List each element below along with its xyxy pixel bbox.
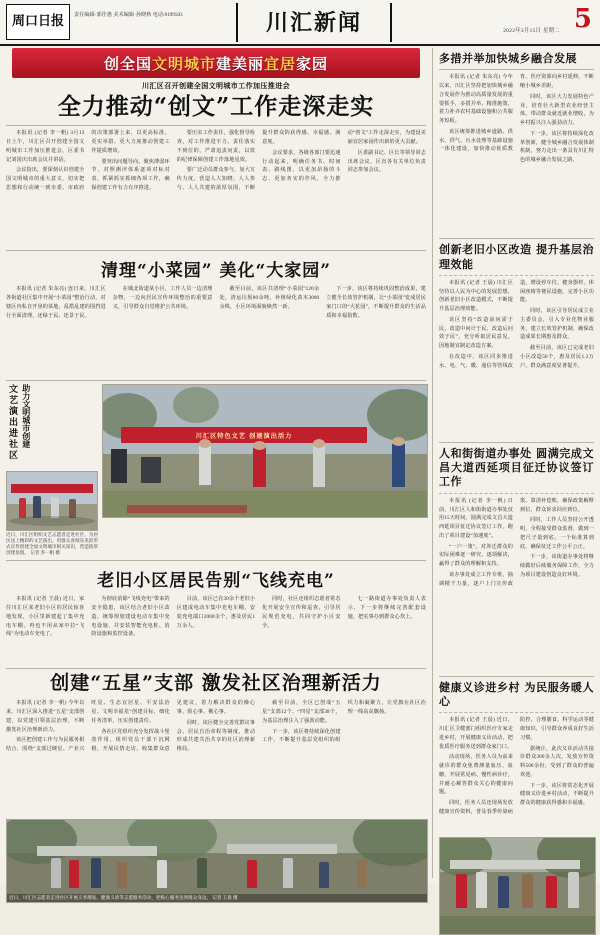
divider <box>439 69 594 70</box>
banner-part-1: 创全国 <box>103 54 152 73</box>
paragraph: 截至目前，该区共清理“小菜园”120余处，清运垃圾80余吨，补植绿化苗木3000余株，小区环境面貌焕然一新。 <box>219 286 320 310</box>
story2-headline: 清理“小菜园” 美化“大家园” <box>100 261 332 282</box>
photo-bottom-caption: 近日，川汇区志愿者走进社区开展义务理发、健康义诊等志愿服务活动，把贴心服务送到群众身边。 记者 王晨 摄 <box>7 894 427 902</box>
paragraph: 该区统筹推进城乡道路、供水、供气、污水处理等基础设施一体化建设，加快推动优质教育、医疗资源向乡村延伸，不断缩小城乡差距。 <box>439 74 594 153</box>
divider <box>439 676 594 677</box>
imprint-line: 责任编辑·郭佳惠 美术编辑·孙晓秋 电话:8199503 <box>74 12 183 18</box>
photo-feature-caption: 近日，川汇区组织文艺志愿者走进社区，为居民送上精彩的文艺演出，用群众喜闻乐见的形式宣传创建全国文明城市相关知识，营造浓厚创建氛围。 记者 李一帆 摄 <box>6 532 98 556</box>
paragraph: 本报讯 (记者 王晨) 川汇区坚持以人民为中心的发展思想，创新老旧小区改造模式，不断提升基层治理效能。 <box>439 279 513 313</box>
divider <box>439 493 594 494</box>
photo-feature-subtitle: 助力文明城市创建 <box>21 384 32 449</box>
paragraph: 本报讯 (记者 朱东亮) 连日来，川汇区各街道社区集中开展“小菜园”整治行动，对辖区内私自开垦的菜地、乱搭乱建的围挡进行全面清理，还绿于民、还景于民。 <box>6 286 106 319</box>
story2-body <box>6 285 426 377</box>
paragraph: 本报讯 (记者 王晨) 近日，家住川汇区某老旧小区的居民惊喜地发现，小区里新建起了集中充电车棚，再也不用从家中拉“飞线”为电动车充电了。 <box>6 596 85 638</box>
divider <box>6 125 426 126</box>
paragraph: 本报讯 (记者 朱东亮) 今年以来，川汇区坚持把加快城乡融合发展作为推动高质量发展的重要抓手，多措并举、精准施策，着力补齐农村基础设施和公共服务短板。 <box>439 74 513 125</box>
banner-part-2: 文明城市 <box>151 54 216 73</box>
story4-headline: 创建“五星”支部 激发社区治理新活力 <box>50 672 382 695</box>
paragraph: 同时，该区大力发展特色产业，培育壮大新型农业经营主体，带动群众就近就业增收，为乡村振兴注入强劲动力。 <box>520 93 594 127</box>
main-column <box>6 48 426 901</box>
paragraph: 为彻底消除“飞线充电”带来的安全隐患，该区结合老旧小区改造，统筹规划建设电动车集中充电设施，并安装智能充电桩、消防设施和监控设备。 <box>91 596 170 638</box>
story4-body <box>6 699 426 815</box>
paragraph: 要突出问题导向，聚焦薄弱环节，对照测评体系逐项对标对表，抓紧抓实抓细各项工作，确保创建工作有力有序推进。 <box>91 158 170 191</box>
paragraph: 同时，该区健全完善党群议事会、居民自治章程等制度，推动形成共建共治共享的社区治理新格局。 <box>176 719 256 753</box>
paragraph: 下一步，该区将常态化开展健康义诊进乡村活动，不断提升群众的健康获得感和幸福感。 <box>520 782 594 807</box>
paragraph: 会议要求，各级各部门要迅速行动起来，明确任务书、时间表、路线图，以更加昂扬的斗志、更加务实的作风，全力推动“创文”工作走深走实，为建设美丽宜居家园作出新的更大贡献。 <box>262 130 426 183</box>
paragraph: 各社区党组织充分发挥战斗堡垒作用，组织党员干部下沉网格，开展民情走访，收集群众意见建议，着力解决群众的操心事、烦心事、揪心事。 <box>91 700 256 753</box>
paragraph: 下一步，该区将持续深化创建工作，不断提升基层党组织的组织力和凝聚力，让党旗在社区治理一线高高飘扬。 <box>262 700 426 744</box>
issue-date: 2022年3月15日 星期二 <box>503 28 560 34</box>
paragraph: 下一步，该区将持续深化改革创新，健全城乡融合发展体制机制，努力走出一条具有川汇特色的城乡融合发展之路。 <box>520 130 594 164</box>
right-column <box>432 48 594 878</box>
right-story1-body <box>439 73 594 235</box>
photo-feature-vertical-caption: 文艺演出进社区 <box>7 384 17 462</box>
paragraph: 同时，社区还组织志愿者常态化开展安全宣传和巡查，引导居民规范充电，共同守护小区安全。 <box>262 596 341 629</box>
stage-banner-text: 川汇区特色文艺 创建演出活力 <box>195 432 293 440</box>
paragraph: 该区把创建工作与为民服务相结合，围绕“支部过硬星、产业兴旺星、生态宜居星、平安法治星、文明幸福星”创建目标，细化任务清单，压实创建责任。 <box>6 700 170 753</box>
right-story2-headline: 创新老旧小区改造 提升基层治理效能 <box>439 243 594 271</box>
divider <box>439 238 594 239</box>
paragraph: 在城北街道某小区，工作人员一边清理杂物，一边向居民宣传环境整治的重要意义，引导群众自觉维护公共环境。 <box>112 286 213 310</box>
paragraph: 同时，该区引导居民成立业主委员会，引入专业化物业服务，建立长效管护机制，确保改造成果长期惠及群众。 <box>520 308 594 341</box>
banner-part-3: 建美丽 <box>215 54 264 73</box>
photo-inset-performance <box>6 471 98 531</box>
divider <box>6 380 426 381</box>
paragraph: “一户一策”，对涉迁群众的实际困难逐一研究、逐项解决，赢得了群众的理解和支持。 <box>439 543 513 568</box>
paragraph: 该区坚持“改造前问需于民、改造中问计于民、改造后问效于民”，充分听取居民意见，因地制宜制定改造方案。 <box>439 316 513 350</box>
story3-body <box>6 595 426 665</box>
right-story4-headline: 健康义诊进乡村 为民服务暖人心 <box>439 680 594 709</box>
story3-headline: 老旧小区居民告别“飞线充电” <box>97 571 335 592</box>
paragraph: 同时，工作人员坚持公开透明，全程接受群众监督，做到一把尺子量到底、一个标准算到底，确保征迁工作公平公正。 <box>520 517 594 550</box>
paragraph: 本报讯 (记者 李一帆) 今年以来，川汇区深入推进“五星”支部创建，以党建引领基层治理，不断激发社区治理新活力。 <box>6 700 85 733</box>
right-story2-body <box>439 279 594 439</box>
paragraph: 会议指出，要深刻认识创建全国文明城市的重大意义，切实把思想和行动统一到市委、市政府的决策部署上来，以更高标准、更实举措、更大力度推动创建工作提质增效。 <box>6 130 170 191</box>
campaign-banner <box>12 48 420 78</box>
divider <box>439 712 594 713</box>
right-story1-headline: 多措并举加快城乡融合发展 <box>439 52 577 65</box>
paragraph: 活动现场，医务人员为前来就诊的群众免费测量血压、血糖，开展常见病、慢性病诊疗，并耐心解答群众关心的健康问题。 <box>439 754 513 796</box>
paragraph: 截至目前，全区已创成“五星”支部12个、“四星”支部38个，为基层治理注入了强劲动能。 <box>262 700 341 724</box>
paragraph: 据统计，此次义诊活动共接诊群众300余人次，发放宣传资料500余份，受到了群众的普遍欢迎。 <box>520 745 594 778</box>
divider <box>6 250 426 251</box>
right-story3-body <box>439 497 594 673</box>
paragraph: 要压实工作责任，强化督导检查，对工作推进不力、责任落实不到位的，严肃追责问责，以铁的纪律保障创建工作落地见效。 <box>176 130 256 163</box>
banner-part-5: 家园 <box>296 54 329 73</box>
photo-bottom-volunteers <box>6 819 428 903</box>
newspaper-logo: 周口日报 <box>6 4 70 40</box>
paragraph: 区委副书记、区长等领导同志出席会议，区直各有关单位负责同志参加会议。 <box>347 149 426 174</box>
section-title: 川汇新闻 <box>236 3 392 42</box>
paragraph: 七一路街道办事处负责人表示，下一步将继续完善配套设施，把实事办到群众心坎上。 <box>347 596 426 620</box>
paragraph: 在改造中，该区同步推进水、电、气、暖、通信等管线改造，增设停车位、健身器材、休闲座椅等便民设施，完善小区功能。 <box>439 279 594 369</box>
right-story3-headline: 人和街街道办事处 圆满完成文昌大道西延项目征迁协议签订工作 <box>439 446 594 489</box>
divider <box>439 275 594 276</box>
paragraph: 本报讯 (记者 王晨) 近日，川汇区卫健部门组织医疗专家走进乡村，开展健康义诊活动，把优质医疗服务送到群众家门口。 <box>439 717 513 750</box>
lead-story-body <box>6 129 426 247</box>
paragraph: 本报讯 (记者 李一帆) 3月13日上午，川汇区召开创建全国文明城市工作加压推进会，区委书记刘国庆出席会议并讲话。 <box>6 130 85 163</box>
paragraph: 截至目前，该区已完成老旧小区改造56个，惠及居民1.2万户，群众满意度显著提升。 <box>520 345 594 369</box>
paragraph: 本报讯 (记者 李一帆) 日前，川汇区人和街街道办事处仅用15天时间，圆满完成文昌大道西延项目征迁协议签订工作，跑出了项目建设“加速度”。 <box>439 497 513 539</box>
paragraph: 下一步，该街道办事处将继续做好后续服务保障工作，全力为项目建设创造良好环境。 <box>520 554 594 578</box>
right-story4-body <box>439 716 594 834</box>
photo-main-performance <box>102 384 428 518</box>
paragraph: 目前，该区已在30余个老旧小区建成电动车集中充电车棚，安装充电端口2000余个，惠及居民1万余人。 <box>176 596 256 629</box>
divider <box>6 668 426 669</box>
lead-headline: 全力推动“创文”工作走深走实 <box>57 93 375 120</box>
divider <box>6 560 426 561</box>
masthead <box>0 0 600 46</box>
photo-right-clinic <box>439 837 596 935</box>
paragraph: 同时，医务人员还现场发放健康宣传资料，普及春季传染病防控、合理膳食、科学运动等健康知识，引导群众养成良好生活习惯。 <box>439 717 594 815</box>
banner-part-4: 宜居 <box>264 54 297 73</box>
paragraph: 要广泛动员群众参与，加大宣传力度，营造人人知晓、人人参与、人人共建的浓厚氛围，不断提升群众的获得感、幸福感、满意度。 <box>176 130 341 191</box>
lead-kicker: 川汇区召开创建全国文明城市工作加压推进会 <box>142 82 290 90</box>
divider <box>439 442 594 443</box>
paragraph: 该办事处成立工作专班，抽调精干力量，逐户上门宣传政策、算清补偿账，确保政策解释到位、群众诉求回应到位。 <box>439 497 594 587</box>
page-number: 5 <box>573 4 592 34</box>
paragraph: 下一步，该区将持续巩固整治成果，建立健全长效管护机制，让“小菜园”变成居民家门口的“大花园”，不断提升群众的生活品质和幸福指数。 <box>326 286 426 319</box>
